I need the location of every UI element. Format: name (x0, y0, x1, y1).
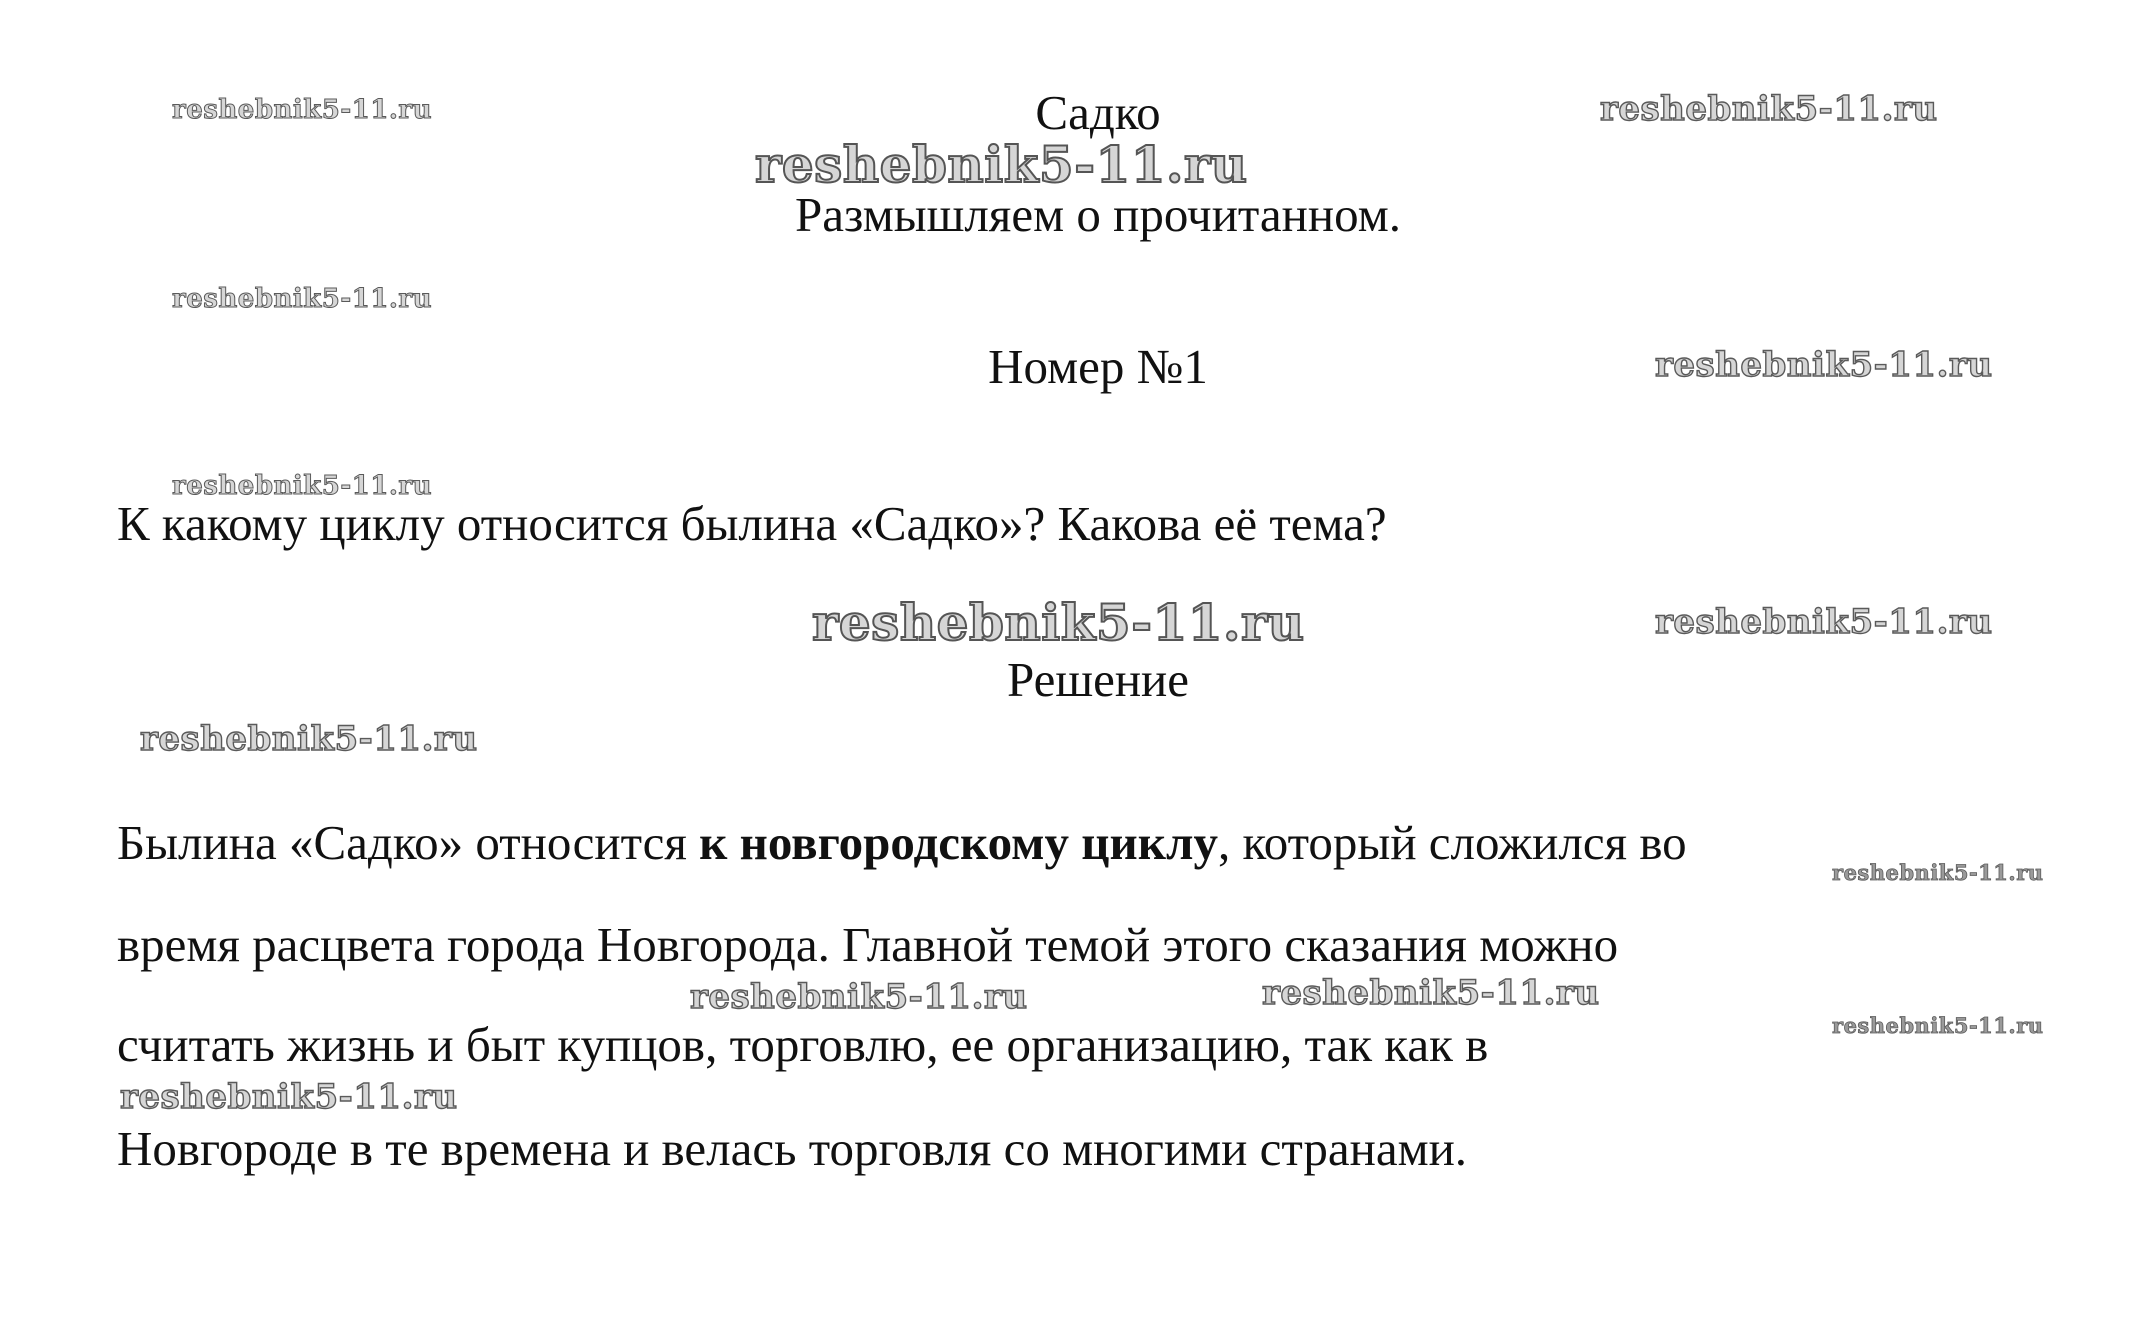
watermark: reshebnik5-11.ru (1832, 860, 2044, 885)
page-title: Садко (1035, 85, 1161, 140)
watermark: reshebnik5-11.ru (1655, 345, 1993, 385)
watermark: reshebnik5-11.ru (1655, 602, 1993, 642)
watermark: reshebnik5-11.ru (690, 977, 1028, 1017)
watermark: reshebnik5-11.ru (172, 95, 433, 125)
watermark: reshebnik5-11.ru (1600, 89, 1938, 129)
answer-line-4: Новгороде в те времена и велась торговля со многими странами. (117, 1121, 1468, 1176)
answer-line-1 (117, 815, 1687, 870)
watermark: reshebnik5-11.ru (140, 719, 478, 759)
watermark: reshebnik5-11.ru (120, 1077, 458, 1117)
watermark: reshebnik5-11.ru (172, 284, 433, 314)
page-subtitle: Размышляем о прочитанном. (795, 187, 1401, 242)
watermark: reshebnik5-11.ru (172, 471, 433, 501)
answer-line-3: считать жизнь и быт купцов, торговлю, ее организацию, так как в (117, 1017, 1489, 1072)
answer-line-1-end: , который сложился во (1217, 815, 1687, 870)
solution-heading: Решение (1006, 652, 1190, 707)
watermark: reshebnik5-11.ru (755, 135, 1248, 194)
question-text: К какому циклу относится былина «Садко»? Какова её тема? (117, 496, 1387, 551)
watermark: reshebnik5-11.ru (1832, 1013, 2044, 1038)
answer-bold-phrase: к новгородскому циклу (699, 815, 1218, 870)
answer-line-1-start: Былина «Садко» относится (117, 815, 700, 870)
watermark: reshebnik5-11.ru (812, 593, 1305, 652)
answer-line-2: время расцвета города Новгорода. Главной темой этого сказания можно (117, 917, 1619, 972)
exercise-number-heading: Номер №1 (988, 339, 1208, 394)
watermark: reshebnik5-11.ru (1262, 973, 1600, 1013)
